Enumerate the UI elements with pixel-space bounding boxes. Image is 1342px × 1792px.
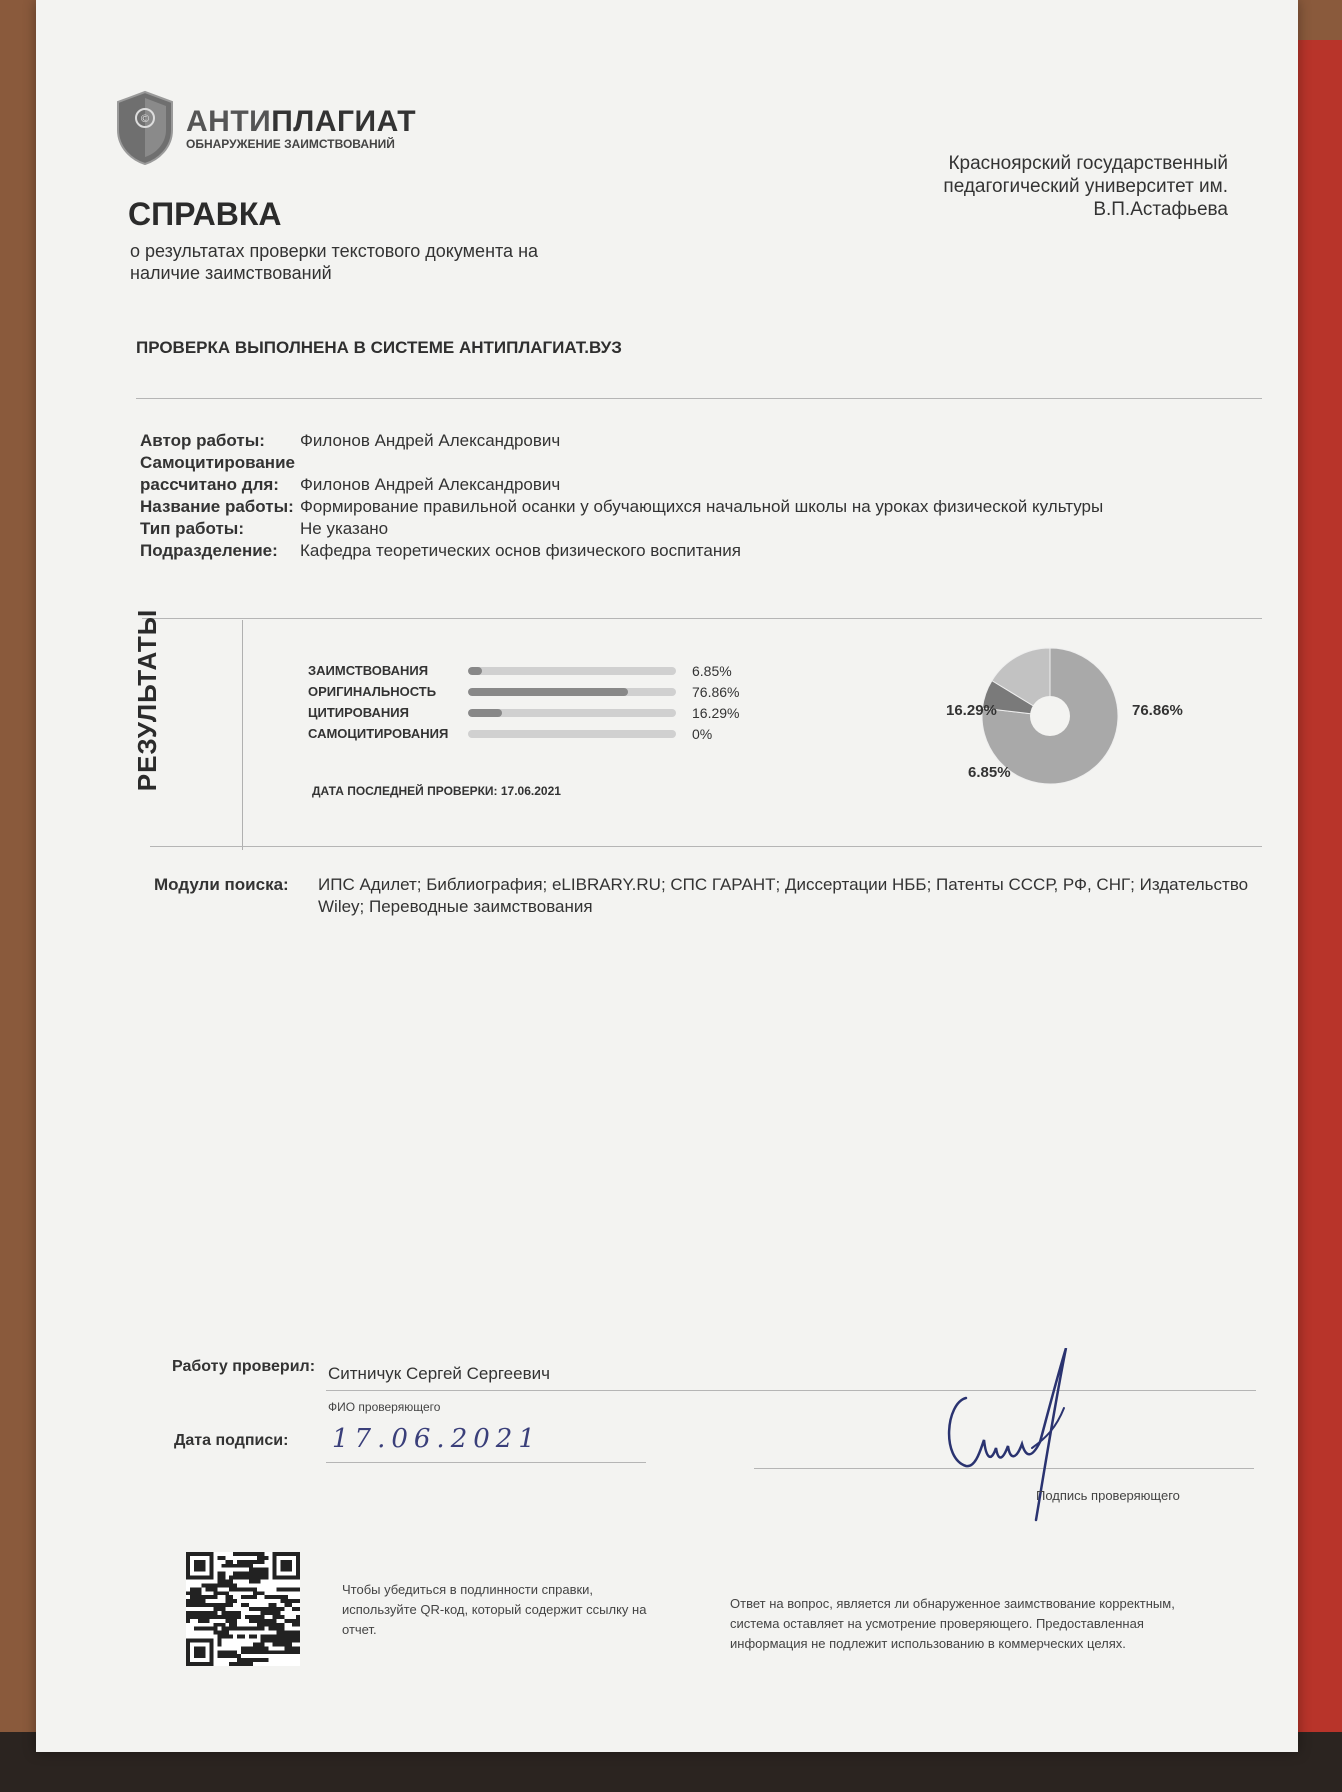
last-check-date: ДАТА ПОСЛЕДНЕЙ ПРОВЕРКИ: 17.06.2021 <box>312 784 561 798</box>
author-value: Филонов Андрей Александрович <box>300 431 561 450</box>
modules-value: ИПС Адилет; Библиография; eLIBRARY.RU; СПС ГАРАНТ; Диссертации НББ; Патенты СССР, РФ, СНГ; Издательство Wiley; Переводные заимствования <box>318 875 1249 916</box>
document-subtitle: о результатах проверки текстового документа на наличие заимствований <box>130 241 539 283</box>
author-row: Автор работы: Филонов Андрей Александрович <box>140 430 1240 452</box>
divider <box>136 398 1262 399</box>
donut-label-citations: 16.29% <box>946 702 997 719</box>
originality-bar <box>468 688 676 696</box>
self-citations-bar <box>468 730 676 738</box>
search-modules: Модули поиска: ИПС Адилет; Библиография; eLIBRARY.RU; СПС ГАРАНТ; Диссертации НББ; Патенты СССР, РФ, СНГ; Издательство Wiley; Переводные заимствования <box>154 874 1254 918</box>
donut-label-borrowings: 6.85% <box>968 764 1011 781</box>
divider <box>150 846 1262 847</box>
selfcite-value: Филонов Андрей Александрович <box>300 475 561 494</box>
work-type-value: Не указано <box>300 519 389 538</box>
checked-by-label: Работу проверил: <box>172 1358 316 1375</box>
qr-note: Чтобы убедиться в подлинности справки, используйте QR-код, который содержит ссылку на отчет. <box>342 1582 647 1637</box>
metric-borrowings: ЗАИМСТВОВАНИЯ 6.85% <box>308 662 732 679</box>
work-title-row: Название работы: Формирование правильной осанки у обучающихся начальной школы на уроках физической культуры <box>140 496 1240 518</box>
results-divider <box>242 620 243 850</box>
work-type-row: Тип работы: Не указано <box>140 518 1240 540</box>
metric-citations: ЦИТИРОВАНИЯ 16.29% <box>308 704 740 721</box>
metric-self-citations: САМОЦИТИРОВАНИЯ 0% <box>308 725 713 742</box>
date-label: Дата подписи: <box>174 1432 289 1449</box>
signature-caption: Подпись проверяющего <box>1036 1488 1180 1503</box>
results-section-label: РЕЗУЛЬТАТЫ <box>132 608 162 792</box>
logo-name: АНТИПЛАГИАТ <box>186 105 417 138</box>
check-system-heading: ПРОВЕРКА ВЫПОЛНЕНА В СИСТЕМЕ АНТИПЛАГИАТ.ВУЗ <box>136 338 622 357</box>
metric-originality: ОРИГИНАЛЬНОСТЬ 76.86% <box>308 683 740 700</box>
donut-hole <box>1030 696 1070 736</box>
borrowings-bar <box>468 667 676 675</box>
donut-label-original: 76.86% <box>1132 702 1183 719</box>
document-page <box>36 0 1298 1752</box>
shield-icon <box>114 90 176 166</box>
fio-caption: ФИО проверяющего <box>328 1400 441 1414</box>
citations-bar <box>468 709 676 717</box>
logo-tagline: ОБНАРУЖЕНИЕ ЗАИМСТВОВАНИЙ <box>186 137 395 151</box>
organization-name: Красноярский государственный педагогический университет им. В.П.Астафьева <box>943 153 1228 220</box>
results-metrics <box>308 660 748 744</box>
work-title-value: Формирование правильной осанки у обучающихся начальной школы на уроках физической культуры <box>300 497 1104 516</box>
svg-text:©: © <box>139 112 151 125</box>
qr-code <box>186 1552 300 1666</box>
work-metadata <box>140 430 1240 562</box>
divider <box>142 618 1262 619</box>
department-row: Подразделение: Кафедра теоретических основ физического воспитания <box>140 540 1240 562</box>
date-line <box>326 1462 646 1463</box>
handwritten-date: 17.06.2021 <box>332 1424 541 1454</box>
antiplagiat-logo <box>114 90 416 166</box>
document-title: СПРАВКА <box>128 196 282 232</box>
disclaimer: Ответ на вопрос, является ли обнаруженное заимствование корректным, система оставляет на усмотрение проверяющего. Предоставленная информация не подлежит использованию в коммерческих целях. <box>730 1596 1175 1651</box>
selfcite-row: Самоцитирование рассчитано для: Филонов Андрей Александрович <box>140 452 1240 496</box>
checked-by-value: Ситничук Сергей Сергеевич <box>328 1364 550 1383</box>
department-value: Кафедра теоретических основ физического воспитания <box>300 541 741 560</box>
